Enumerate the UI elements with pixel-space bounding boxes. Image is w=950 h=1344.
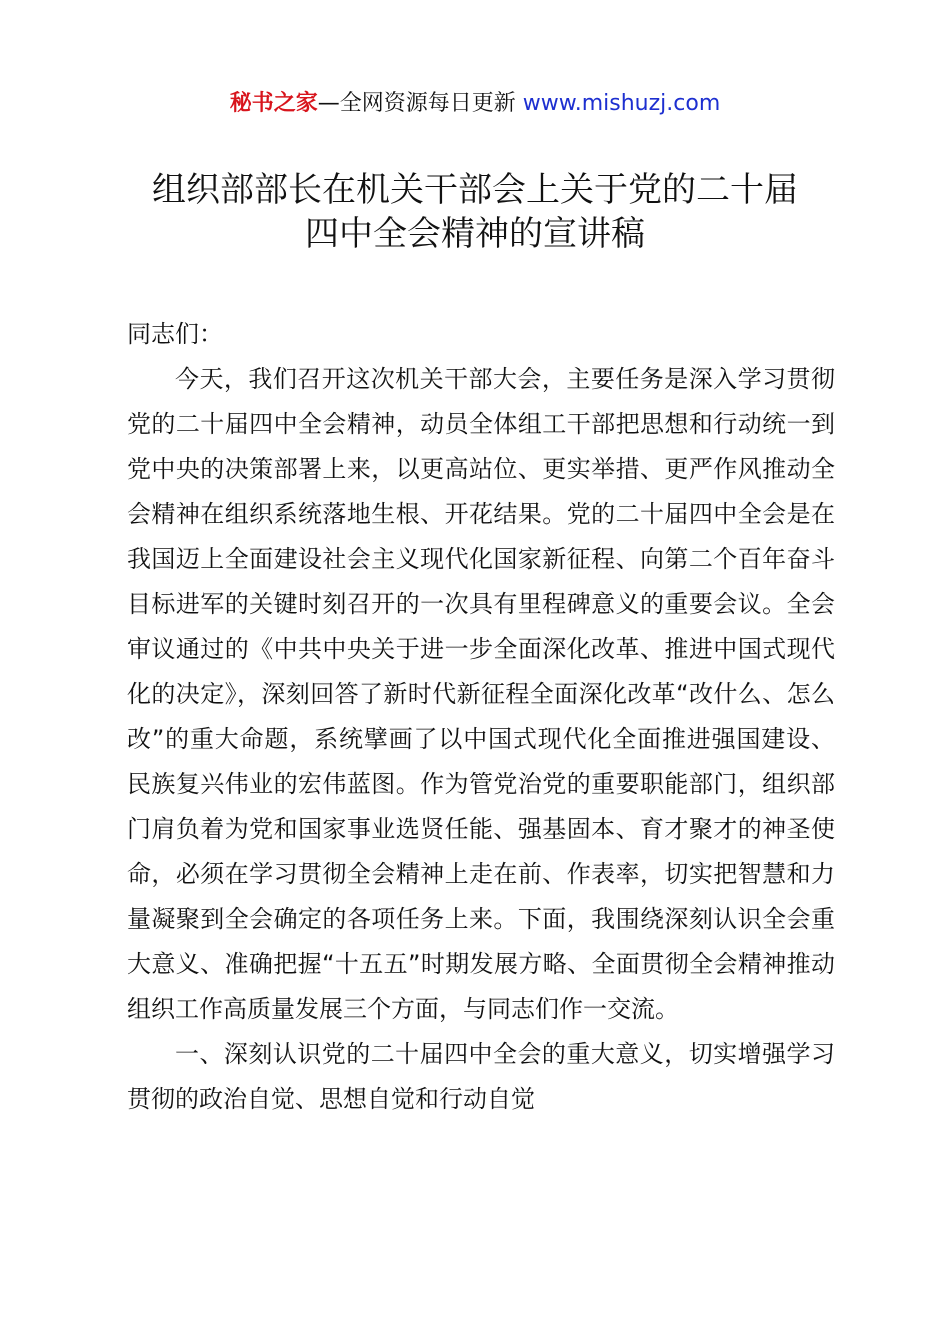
document-body	[127, 312, 835, 1122]
site-brand: 秘书之家	[229, 91, 318, 116]
document-title	[60, 168, 890, 256]
site-slogan: —全网资源每日更新	[317, 91, 516, 116]
document-title-line-2: 四中全会精神的宣讲稿	[305, 214, 645, 254]
section-1-heading: 一、深刻认识党的二十届四中全会的重大意义，切实增强学习贯彻的政治自觉、思想自觉和行动自觉	[127, 1040, 835, 1113]
opening-paragraph: 今天，我们召开这次机关干部大会，主要任务是深入学习贯彻党的二十届四中全会精神，动员全体组工干部把思想和行动统一到党中央的决策部署上来，以更高站位、更实举措、更严作风推动全会精神在组织系统落地生根、开花结果。党的二十届四中全会是在我国迈上全面建设社会主义现代化国家新征程、向第二个百年奋斗目标进军的关键时刻召开的一次具有里程碑意义的重要会议。全会审议通过的《中共中央关于进一步全面深化改革、推进中国式现代化的决定》，深刻回答了新时代新征程全面深化改革“改什么、怎么改”的重大命题，系统擘画了以中国式现代化全面推进强国建设、民族复兴伟业的宏伟蓝图。作为管党治党的重要职能部门，组织部门肩负着为党和国家事业选贤任能、强基固本、育才聚才的神圣使命，必须在学习贯彻全会精神上走在前、作表率，切实把智慧和力量凝聚到全会确定的各项任务上来。下面，我围绕深刻认识全会重大意义、准确把握“十五五”时期发展方略、全面贯彻全会精神推动组织工作高质量发展三个方面，与同志们作一交流。	[127, 365, 835, 1023]
salutation: 同志们：	[127, 320, 223, 348]
document-title-line-1: 组织部部长在机关干部会上关于党的二十届	[152, 170, 798, 210]
site-url-link[interactable]: www.mishuzj.com	[522, 91, 721, 116]
site-header	[0, 88, 950, 120]
